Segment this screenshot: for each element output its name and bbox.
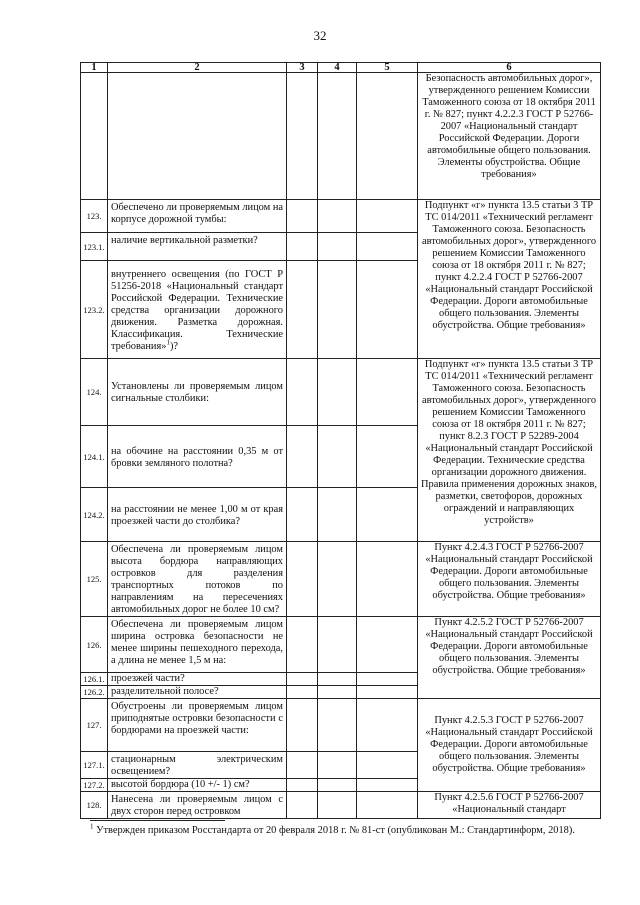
header-row bbox=[81, 63, 601, 73]
table-row: 127.2. высотой бордюра (10 +/- 1) см? bbox=[81, 779, 601, 792]
table-row: 127. Обустроены ли проверяемым лицом приподнятые островки безопасности с бордюрами на проезжей части: Пункт 4.2.5.3 ГОСТ Р 52766-2007 «Национальный стандарт Российской Федерации. Дороги автомобильные общего пользования. Элементы обустройства. Общие требования» bbox=[81, 699, 601, 752]
table-row: 123.1. наличие вертикальной разметки? bbox=[81, 233, 601, 261]
basis-cell: Пункт 4.2.5.3 ГОСТ Р 52766-2007 «Национальный стандарт Российской Федерации. Дороги автомобильные общего пользования. Элементы обустройства. Общие требования» bbox=[418, 699, 601, 792]
footnote-divider bbox=[90, 820, 225, 821]
footnote-ref: 1 bbox=[166, 338, 170, 347]
header-col-2: 2 bbox=[108, 63, 287, 73]
continuation-row bbox=[81, 73, 601, 200]
table-row: 124. Установлены ли проверяемым лицом сигнальные столбики: Подпункт «г» пункта 13.5 статьи 3 ТР ТС 014/2011 «Технический регламент Таможенного союза. Безопасность автомобильных дорог», утвержденного решением Комиссии Таможенного союза от 18 октября 2011 г. № 827; пункт 8.2.3 ГОСТ Р 52289-2004 «Национальный стандарт Российской Федерации. Технические средства организации дорожного движения. Правила применения дорожных знаков, разметки, светофоров, дорожных ограждений и направляющих устройств» bbox=[81, 359, 601, 426]
basis-cell: Безопасность автомобильных дорог», утвержденного решением Комиссии Таможенного союза от 18 октября 2011 г. № 827; пункт 4.2.2.3 ГОСТ Р 52766-2007 «Национальный стандарт Российской Федерации. Дороги автомобильные общего пользования. Элементы обустройства. Общие требования» bbox=[418, 73, 601, 200]
table-row: 126. Обеспечена ли проверяемым лицом ширина островка безопасности не менее ширины пешеходного перехода, а длина не менее 1,5 м на: Пункт 4.2.5.2 ГОСТ Р 52766-2007 «Национальный стандарт Российской Федерации. Дороги автомобильные общего пользования. Элементы обустройства. Общие требования» bbox=[81, 617, 601, 673]
basis-cell: Подпункт «г» пункта 13.5 статьи 3 ТР ТС 014/2011 «Технический регламент Таможенного союза. Безопасность автомобильных дорог», утвержденного решением Комиссии Таможенного союза от 18 октября 2011 г. № 827; пункт 4.2.2.4 ГОСТ Р 52766-2007 «Национальный стандарт Российской Федерации. Дороги автомобильные общего пользования. Элементы обустройства. Общие требования» bbox=[418, 200, 601, 359]
basis-cell: Пункт 4.2.4.3 ГОСТ Р 52766-2007 «Национальный стандарт Российской Федерации. Дороги автомобильные общего пользования. Элементы обустройства. Общие требования» bbox=[418, 542, 601, 617]
checklist-table bbox=[80, 62, 601, 819]
header-col-3: 3 bbox=[287, 63, 318, 73]
footnote: $^1$ Утвержден приказом Росстандарта от 20 февраля 2018 г. № 81-ст (опубликован М.: Стандартинформ, 2018). bbox=[90, 822, 575, 836]
table-row: 127.1. стационарным электрическим освещением? bbox=[81, 752, 601, 779]
header-col-5: 5 bbox=[357, 63, 418, 73]
table-row: 123.2. внутреннего освещения (по ГОСТ Р 51256-2018 «Национальный стандарт Российской Федерации. Технические средства организации дорожного движения. Разметка дорожная. Классификация. Технические требования»$^1$)? bbox=[81, 261, 601, 359]
table-row: 125. Обеспечена ли проверяемым лицом высота бордюра направляющих островков для разделения транспортных потоков по направлениям на пересечениях автомобильных дорог не более 10 см? Пункт 4.2.4.3 ГОСТ Р 52766-2007 «Национальный стандарт Российской Федерации. Дороги автомобильные общего пользования. Элементы обустройства. Общие требования» bbox=[81, 542, 601, 617]
table-row: 128. Нанесена ли проверяемым лицом с двух сторон перед островком Пункт 4.2.5.6 ГОСТ Р 52766-2007 «Национальный стандарт bbox=[81, 792, 601, 819]
header-col-4: 4 bbox=[318, 63, 357, 73]
table-row: 126.2. разделительной полосе? bbox=[81, 686, 601, 699]
header-col-1: 1 bbox=[81, 63, 108, 73]
basis-cell: Пункт 4.2.5.6 ГОСТ Р 52766-2007 «Национальный стандарт bbox=[418, 792, 601, 819]
table-row: 126.1. проезжей части? bbox=[81, 673, 601, 686]
header-col-6: 6 bbox=[418, 63, 601, 73]
basis-cell: Пункт 4.2.5.2 ГОСТ Р 52766-2007 «Национальный стандарт Российской Федерации. Дороги автомобильные общего пользования. Элементы обустройства. Общие требования» bbox=[418, 617, 601, 699]
table-row: 123. Обеспечено ли проверяемым лицом на корпусе дорожной тумбы: Подпункт «г» пункта 13.5 статьи 3 ТР ТС 014/2011 «Технический регламент Таможенного союза. Безопасность автомобильных дорог», утвержденного решением Комиссии Таможенного союза от 18 октября 2011 г. № 827; пункт 4.2.2.4 ГОСТ Р 52766-2007 «Национальный стандарт Российской Федерации. Дороги автомобильные общего пользования. Элементы обустройства. Общие требования» bbox=[81, 200, 601, 233]
page-number: 32 bbox=[313, 28, 327, 43]
table-row: 124.1. на обочине на расстоянии 0,35 м от бровки земляного полотна? bbox=[81, 426, 601, 488]
basis-cell: Подпункт «г» пункта 13.5 статьи 3 ТР ТС 014/2011 «Технический регламент Таможенного союза. Безопасность автомобильных дорог», утвержденного решением Комиссии Таможенного союза от 18 октября 2011 г. № 827; пункт 8.2.3 ГОСТ Р 52289-2004 «Национальный стандарт Российской Федерации. Технические средства организации дорожного движения. Правила применения дорожных знаков, разметки, светофоров, дорожных ограждений и направляющих устройств» bbox=[418, 359, 601, 542]
table-row: 124.2. на расстоянии не менее 1,00 м от края проезжей части до столбика? bbox=[81, 488, 601, 542]
